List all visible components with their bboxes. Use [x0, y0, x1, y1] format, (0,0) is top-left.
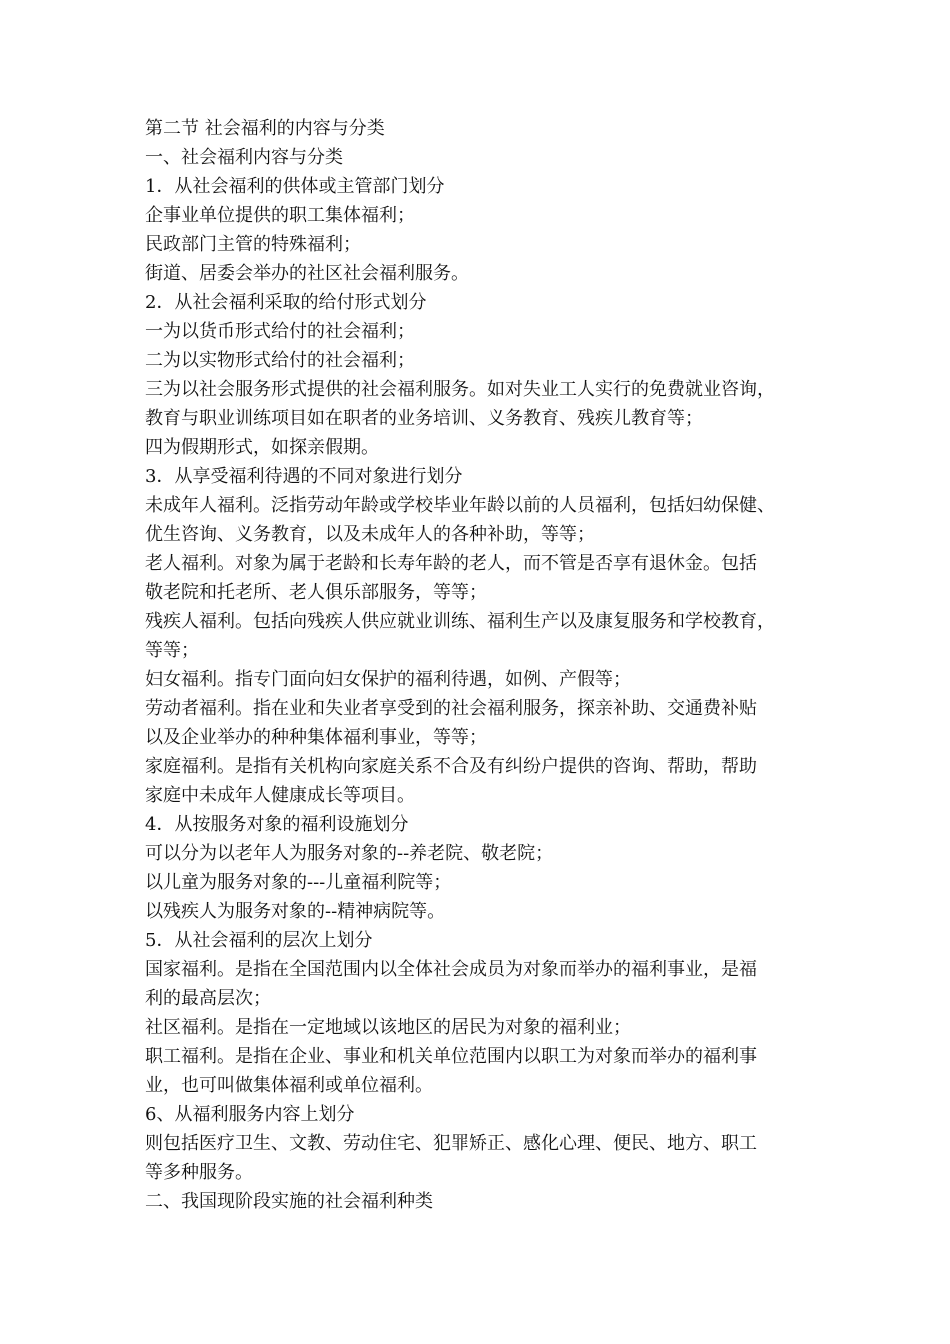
- text-line: 民政部门主管的特殊福利；: [145, 234, 361, 255]
- text-line: 社区福利。是指在一定地域以该地区的居民为对象的福利业；: [145, 1017, 631, 1038]
- text-line: 街道、居委会举办的社区社会福利服务。: [145, 263, 469, 284]
- text-line: 未成年人福利。泛指劳动年龄或学校毕业年龄以前的人员福利，包括妇幼保健、: [145, 495, 775, 516]
- text-line: 业，也可叫做集体福利或单位福利。: [145, 1075, 433, 1096]
- subheading: 3．从享受福利待遇的不同对象进行划分: [145, 466, 463, 487]
- subheading: 4．从按服务对象的福利设施划分: [145, 814, 409, 835]
- text-line: 优生咨询、义务教育，以及未成年人的各种补助，等等；: [145, 524, 595, 545]
- text-line: 三为以社会服务形式提供的社会福利服务。如对失业工人实行的免费就业咨询，: [145, 379, 775, 400]
- subheading: 6、从福利服务内容上划分: [145, 1104, 355, 1125]
- text-line: 以及企业举办的种种集体福利事业，等等；: [145, 727, 487, 748]
- heading-2: 二、我国现阶段实施的社会福利种类: [145, 1191, 433, 1212]
- text-line: 等多种服务。: [145, 1162, 253, 1183]
- text-line: 妇女福利。指专门面向妇女保护的福利待遇，如例、产假等；: [145, 669, 631, 690]
- subheading: 2．从社会福利采取的给付形式划分: [145, 292, 427, 313]
- text-line: 残疾人福利。包括向残疾人供应就业训练、福利生产以及康复服务和学校教育，: [145, 611, 775, 632]
- text-line: 二为以实物形式给付的社会福利；: [145, 350, 415, 371]
- text-line: 利的最高层次；: [145, 988, 271, 1009]
- text-line: 可以分为以老年人为服务对象的--养老院、敬老院；: [145, 843, 554, 864]
- text-line: 老人福利。对象为属于老龄和长寿年龄的老人，而不管是否享有退休金。包括: [145, 553, 757, 574]
- text-line: 以残疾人为服务对象的--精神病院等。: [145, 901, 446, 922]
- document-body: [145, 114, 835, 1216]
- text-line: 企事业单位提供的职工集体福利；: [145, 205, 415, 226]
- text-line: 以儿童为服务对象的---儿童福利院等；: [145, 872, 452, 893]
- text-line: 家庭福利。是指有关机构向家庭关系不合及有纠纷户提供的咨询、帮助，帮助: [145, 756, 757, 777]
- text-line: 教育与职业训练项目如在职者的业务培训、义务教育、残疾儿教育等；: [145, 408, 703, 429]
- subheading: 5．从社会福利的层次上划分: [145, 930, 373, 951]
- text-line: 一为以货币形式给付的社会福利；: [145, 321, 415, 342]
- text-line: 敬老院和托老所、老人俱乐部服务，等等；: [145, 582, 487, 603]
- text-line: 则包括医疗卫生、文教、劳动住宅、犯罪矫正、感化心理、便民、地方、职工: [145, 1133, 757, 1154]
- text-line: 四为假期形式，如探亲假期。: [145, 437, 379, 458]
- heading-1: 一、社会福利内容与分类: [145, 147, 343, 168]
- text-line: 家庭中未成年人健康成长等项目。: [145, 785, 415, 806]
- text-line: 等等；: [145, 640, 199, 661]
- subheading: 1．从社会福利的供体或主管部门划分: [145, 176, 445, 197]
- text-line: 国家福利。是指在全国范围内以全体社会成员为对象而举办的福利事业，是福: [145, 959, 757, 980]
- text-line: 劳动者福利。指在业和失业者享受到的社会福利服务，探亲补助、交通费补贴: [145, 698, 757, 719]
- text-line: 职工福利。是指在企业、事业和机关单位范围内以职工为对象而举办的福利事: [145, 1046, 757, 1067]
- section-title: 第二节 社会福利的内容与分类: [145, 118, 385, 139]
